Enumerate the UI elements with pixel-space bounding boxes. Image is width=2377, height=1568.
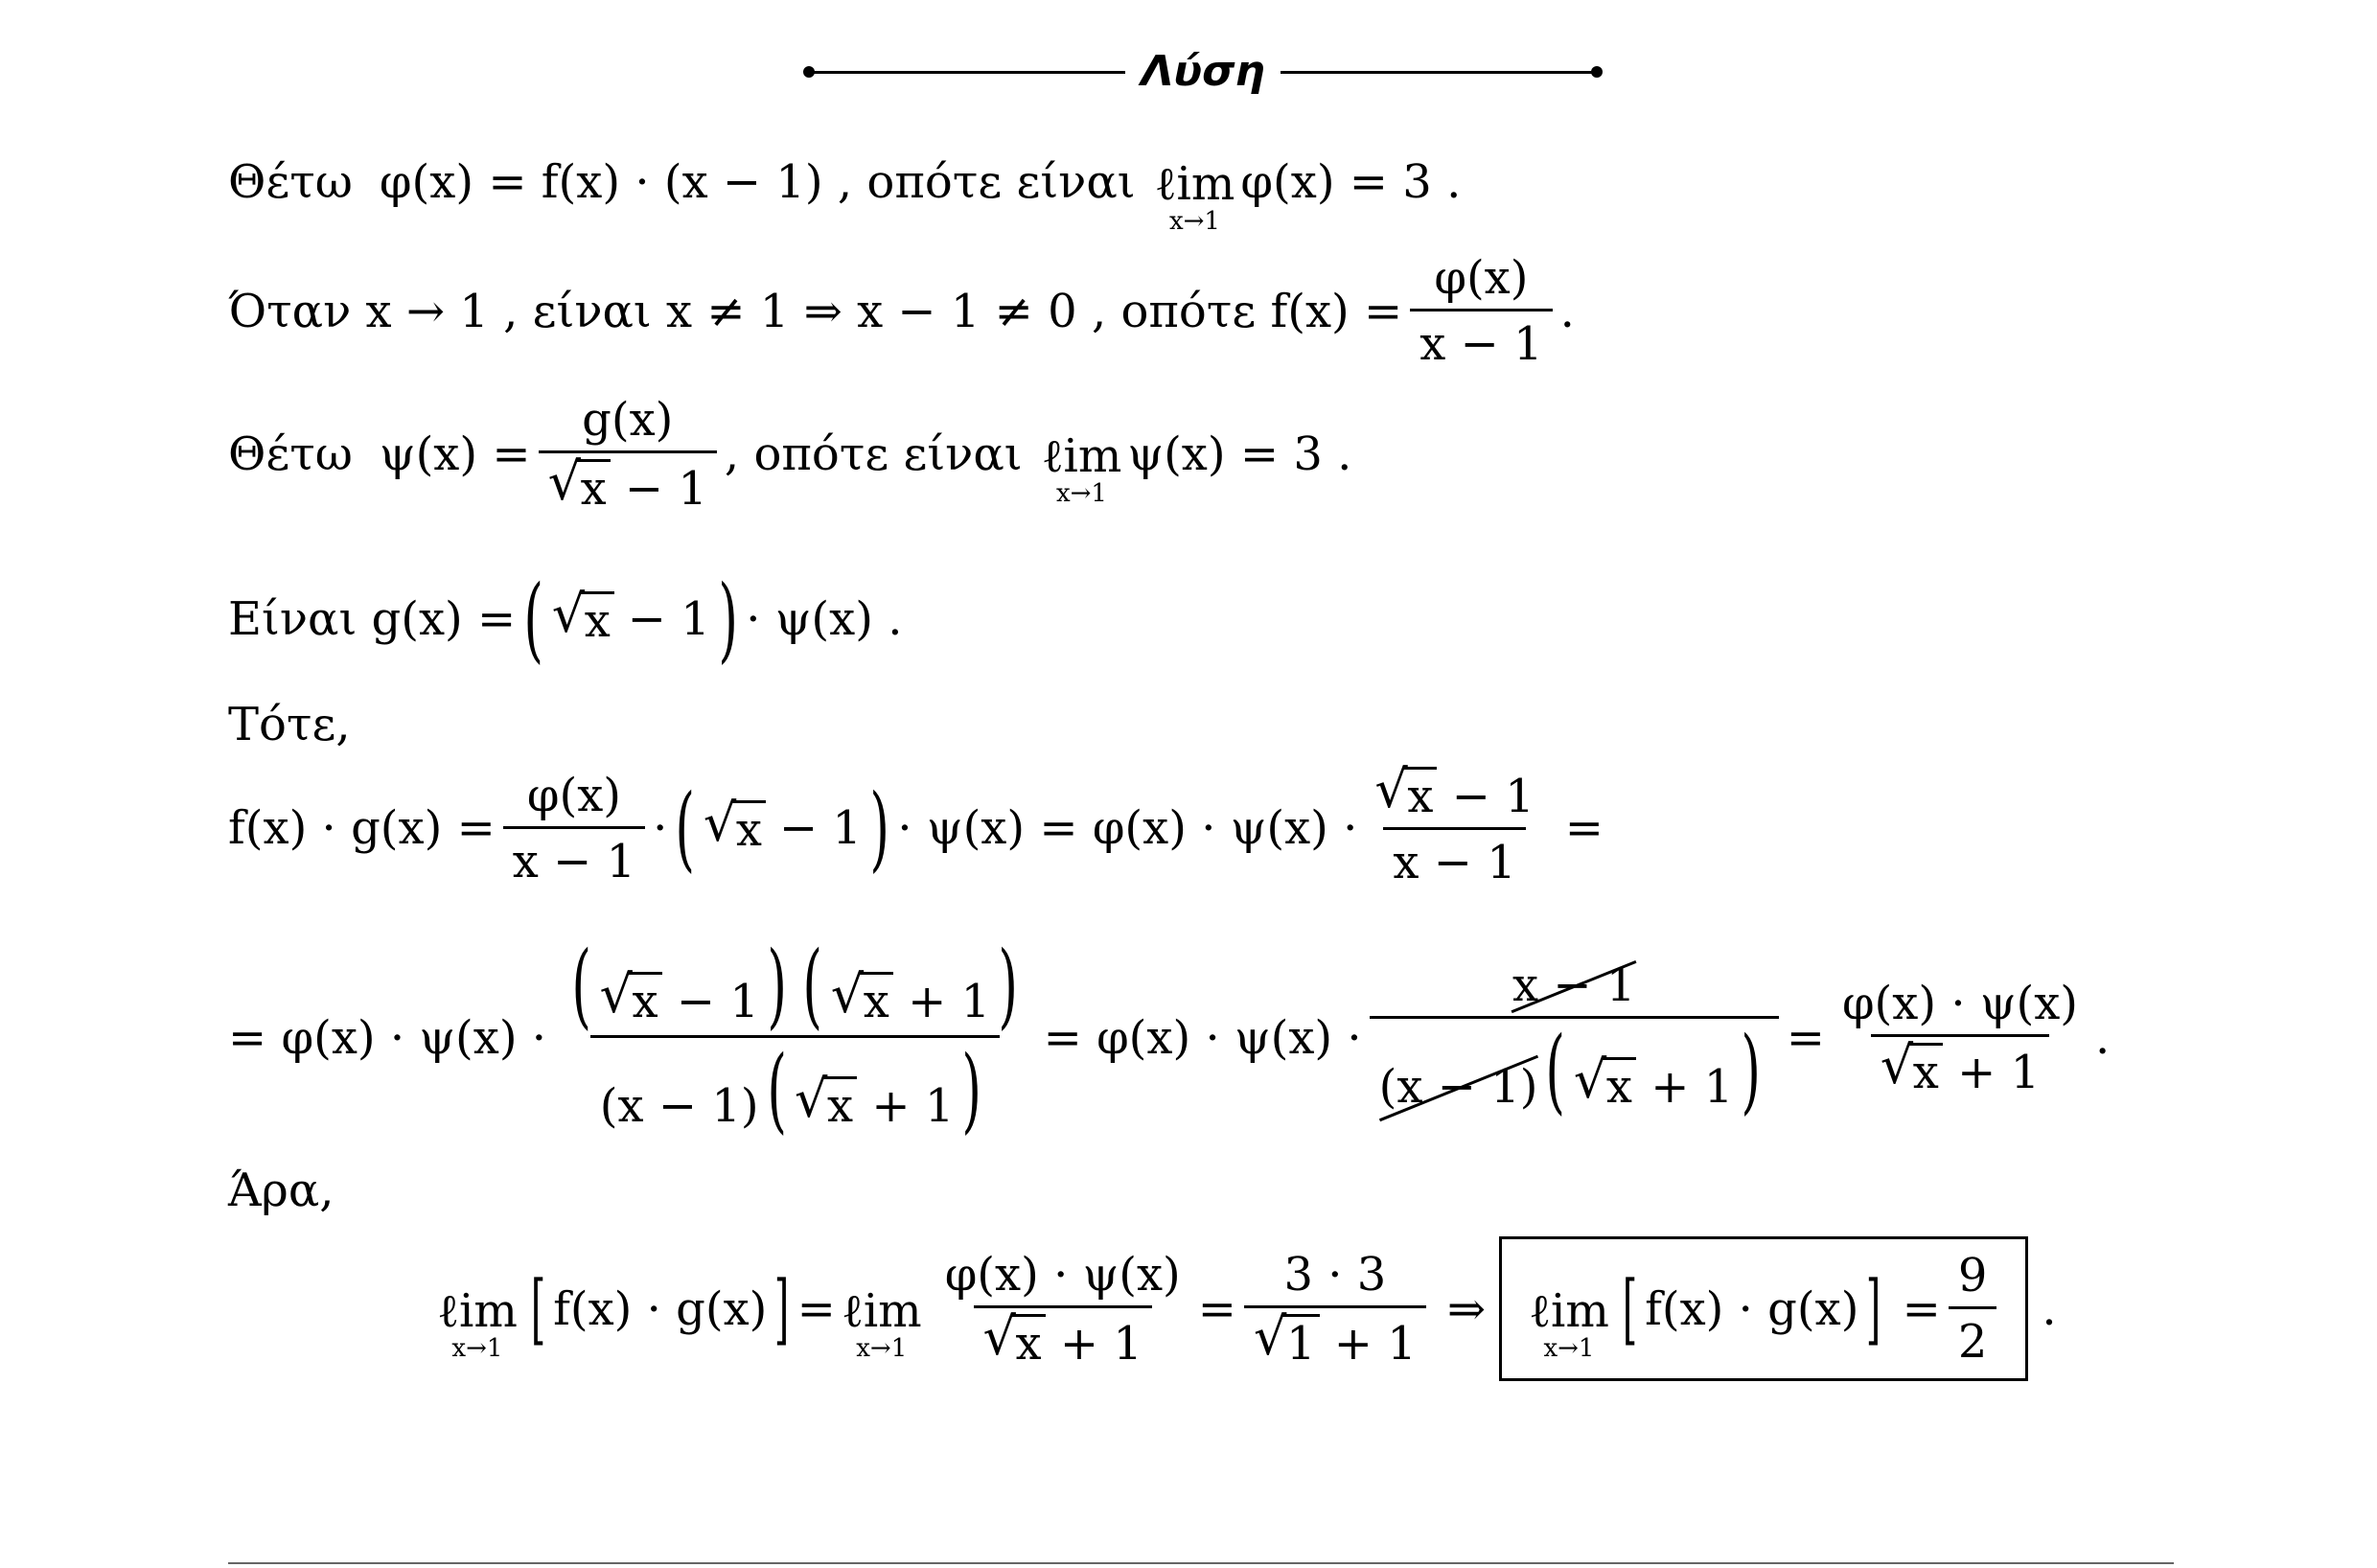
fraction: 3 · 3 √ 1 + 1 <box>1244 1248 1426 1371</box>
fraction <box>539 393 717 516</box>
text: Όταν x → 1 , είναι x ≠ 1 ⇒ x − 1 ≠ 0 , οπότε f(x) = <box>228 284 1403 338</box>
text: φ(x) = 3 . <box>1240 154 1462 209</box>
text: φ(x) = f(x) · (x − 1) , οπότε είναι <box>379 154 1136 209</box>
bottom-divider <box>228 1562 2174 1564</box>
rule-right-dot <box>1591 66 1603 78</box>
square-root: √ x <box>552 591 614 648</box>
denominator: √ x − 1 <box>539 450 717 516</box>
numerator: φ(x) <box>1434 251 1529 305</box>
fraction: ( √ x − 1) ( √ x + 1) (x − 1)( √ x + 1) <box>571 932 1019 1143</box>
text: Θέτω <box>228 154 353 209</box>
text: ψ(x) = 3 . <box>1127 427 1352 481</box>
text-line-tote: Τότε, <box>228 698 351 751</box>
equation-line-1 <box>228 144 1462 236</box>
section-title: Λύση <box>1141 47 1265 96</box>
equation-line-2 <box>228 251 1575 371</box>
section-header <box>0 38 2377 105</box>
fraction: √ x − 1 x − 1 <box>1374 759 1535 889</box>
fraction: φ(x) · ψ(x) √ x + 1 <box>1841 976 2079 1099</box>
limit-operator: ℓim x→1 <box>841 1283 922 1363</box>
limit-operator <box>1154 157 1235 237</box>
numerator: g(x) <box>582 393 674 447</box>
text: Θέτω <box>228 427 353 481</box>
text: Είναι g(x) = <box>228 592 517 646</box>
square-root: √ x <box>704 800 766 857</box>
equation-line-7: = φ(x) · ψ(x) · ( √ x − 1) ( √ x + 1) (x − 1)( √ x + 1) = φ(x) · ψ(x) · x − 1 (x − 1)( √ x + 1) = φ(x) · ψ(x) √ x + 1 . <box>228 932 2111 1143</box>
fraction: $\frac{9}{2}$ <box>1949 1249 1997 1369</box>
limit-operator: ℓim x→1 <box>437 1283 518 1363</box>
text: ψ(x) = <box>379 427 531 481</box>
equation-line-3 <box>228 393 1351 516</box>
denominator: x − 1 <box>1410 309 1552 371</box>
equation-line-4: Είναι g(x) = ( √ x − 1 ) · ψ(x) . <box>228 565 903 673</box>
text: . <box>1559 284 1575 338</box>
lim-sub: x→1 <box>1168 207 1220 236</box>
equation-line-9: ℓim x→1 [ f(x) · g(x) ] = ℓim x→1 φ(x) · ψ(x) √ x + 1 = 3 · 3 √ 1 + 1 ⇒ ℓim x→1 [ f(x) · g(x) ] = $\frac{9}{2}$ . <box>431 1236 2057 1381</box>
text-line-ara: Άρα, <box>228 1164 335 1217</box>
rule-left <box>809 71 1125 74</box>
fraction: φ(x) · ψ(x) √ x + 1 <box>944 1247 1181 1371</box>
limit-operator: ℓim x→1 <box>1041 429 1122 509</box>
equation-line-6: f(x) · g(x) = $\frac{\varphi(x)}{x - 1}$ · ( √ x − 1 ) · ψ(x) = φ(x) · ψ(x) · √ x − 1 x − 1 = <box>228 759 1604 889</box>
text: , οπότε είναι <box>724 427 1023 481</box>
lim-word: ℓim <box>1154 157 1235 211</box>
fraction-cancelled: x − 1 (x − 1)( √ x + 1) <box>1370 958 1779 1117</box>
fraction <box>1410 251 1552 371</box>
square-root: √ x <box>548 459 611 516</box>
text: · ψ(x) . <box>746 592 903 646</box>
rule-right <box>1281 71 1597 74</box>
final-answer-box: ℓim x→1 [ f(x) · g(x) ] = $\frac{9}{2}$ <box>1499 1236 2028 1381</box>
fraction: $\frac{\varphi(x)}{x - 1}$ <box>503 769 645 888</box>
